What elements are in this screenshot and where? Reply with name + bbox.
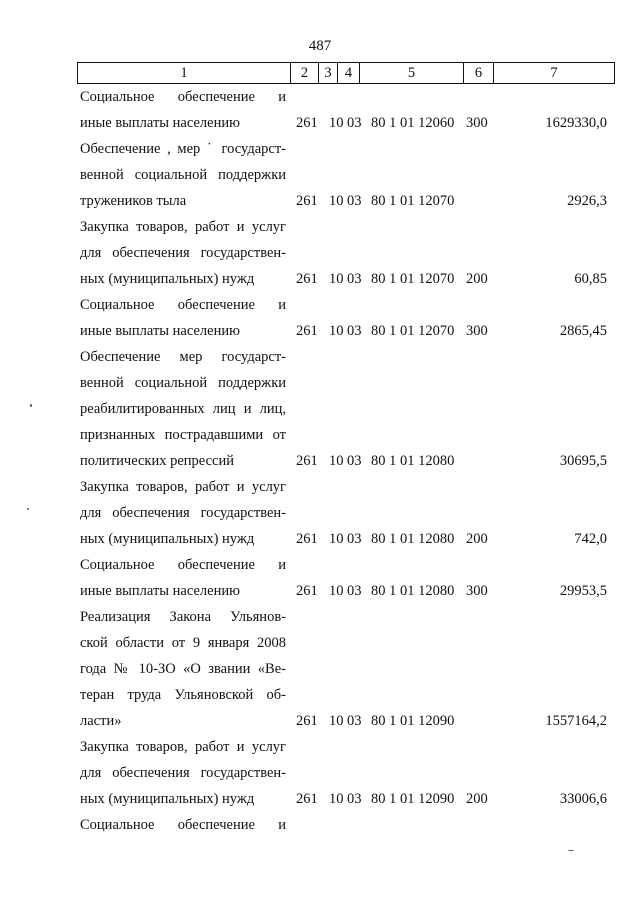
table-line	[0, 292, 640, 318]
line-col-4: 03	[347, 453, 362, 469]
line-description: Закупка товаров, работ и услуг	[80, 739, 286, 755]
line-col-2: 261	[296, 323, 318, 339]
line-col-2: 261	[296, 531, 318, 547]
table-line	[0, 656, 640, 682]
line-description: Закупка товаров, работ и услуг	[80, 219, 286, 235]
line-col-3: 10	[329, 453, 344, 469]
line-col-2: 261	[296, 791, 318, 807]
table-line	[0, 344, 640, 370]
line-col-4: 03	[347, 323, 362, 339]
line-col-7: 33006,6	[559, 791, 607, 807]
header-col-1: 1	[180, 65, 188, 81]
line-description: Обеспечение мер государст-	[80, 349, 286, 365]
header-col-3: 3	[318, 63, 337, 83]
line-col-5: 80 1 01 12090	[371, 791, 455, 807]
line-col-5: 80 1 01 12060	[371, 115, 455, 131]
table-header	[77, 62, 615, 84]
table-line	[0, 552, 640, 578]
line-description: признанных пострадавшими от	[80, 427, 286, 443]
line-col-3: 10	[329, 323, 344, 339]
line-description: Закупка товаров, работ и услуг	[80, 479, 286, 495]
line-col-5: 80 1 01 12080	[371, 453, 455, 469]
line-col-4: 03	[347, 115, 362, 131]
line-col-6: 200	[466, 791, 488, 807]
table-line	[0, 500, 640, 526]
line-col-7: 2926,3	[567, 193, 607, 209]
line-col-3: 10	[329, 115, 344, 131]
line-col-3: 10	[329, 791, 344, 807]
table-line	[0, 110, 640, 136]
line-col-4: 03	[347, 791, 362, 807]
line-col-7: 742,0	[574, 531, 607, 547]
line-description: тружеников тыла	[80, 193, 187, 209]
line-description: теран труда Ульяновской об-	[80, 687, 286, 703]
table-line	[0, 786, 640, 812]
line-col-2: 261	[296, 271, 318, 287]
table-line	[0, 708, 640, 734]
table-line	[0, 734, 640, 760]
line-description: иные выплаты населению	[80, 583, 240, 599]
header-col-4: 4	[337, 63, 359, 83]
table-line	[0, 630, 640, 656]
line-description: иные выплаты населению	[80, 323, 240, 339]
table-line	[0, 240, 640, 266]
table-line	[0, 266, 640, 292]
scan-speck	[27, 508, 29, 510]
line-col-6: 300	[466, 323, 488, 339]
line-description: года № 10-ЗО «О звании «Ве-	[80, 661, 286, 677]
header-col-6: 6	[463, 63, 493, 83]
line-description: Социальное обеспечение и	[80, 89, 286, 105]
line-col-5: 80 1 01 12070	[371, 323, 455, 339]
line-description: ласти»	[80, 713, 122, 729]
line-description: венной социальной поддержки	[80, 167, 286, 183]
header-col-2: 2	[290, 63, 318, 83]
line-col-5: 80 1 01 12080	[371, 531, 455, 547]
line-col-4: 03	[347, 583, 362, 599]
line-description: Социальное обеспечение и	[80, 557, 286, 573]
line-col-5: 80 1 01 12080	[371, 583, 455, 599]
header-col-5: 5	[359, 63, 463, 83]
line-description: ных (муниципальных) нужд	[80, 791, 255, 807]
line-description: для обеспечения государствен-	[80, 765, 286, 781]
line-description: для обеспечения государствен-	[80, 245, 286, 261]
line-description: Обеспечение , мер ˙ государст-	[80, 141, 286, 157]
line-col-7: 60,85	[574, 271, 607, 287]
line-col-3: 10	[329, 531, 344, 547]
line-col-2: 261	[296, 453, 318, 469]
line-description: политических репрессий	[80, 453, 234, 469]
line-col-7: 29953,5	[559, 583, 607, 599]
line-description: для обеспечения государствен-	[80, 505, 286, 521]
table-line	[0, 162, 640, 188]
table-line	[0, 136, 640, 162]
line-description: ской области от 9 января 2008	[80, 635, 286, 651]
line-col-3: 10	[329, 271, 344, 287]
table-line	[0, 214, 640, 240]
table-line	[0, 448, 640, 474]
line-col-6: 300	[466, 583, 488, 599]
table-line	[0, 682, 640, 708]
scan-speck	[568, 850, 574, 851]
line-col-4: 03	[347, 713, 362, 729]
table-line	[0, 396, 640, 422]
table-line	[0, 474, 640, 500]
line-col-7: 1629330,0	[545, 115, 607, 131]
line-description: реабилитированных лиц и лиц,	[80, 401, 286, 417]
line-description: Реализация Закона Ульянов-	[80, 609, 286, 625]
line-col-2: 261	[296, 713, 318, 729]
table-line	[0, 526, 640, 552]
line-description: венной социальной поддержки	[80, 375, 286, 391]
line-description: Социальное обеспечение и	[80, 297, 286, 313]
line-col-2: 261	[296, 583, 318, 599]
line-description: ных (муниципальных) нужд	[80, 271, 255, 287]
line-col-5: 80 1 01 12090	[371, 713, 455, 729]
table-line	[0, 422, 640, 448]
line-col-7: 2865,45	[559, 323, 607, 339]
table-line	[0, 812, 640, 838]
line-description: Социальное обеспечение и	[80, 817, 286, 833]
table-line	[0, 84, 640, 110]
line-col-3: 10	[329, 713, 344, 729]
budget-table-body	[0, 84, 640, 838]
line-col-5: 80 1 01 12070	[371, 193, 455, 209]
line-col-4: 03	[347, 271, 362, 287]
line-col-3: 10	[329, 583, 344, 599]
line-col-3: 10	[329, 193, 344, 209]
page-number: 487	[308, 38, 332, 54]
scan-speck	[30, 404, 32, 407]
line-col-7: 30695,5	[559, 453, 607, 469]
header-col-7: 7	[493, 63, 614, 83]
line-col-4: 03	[347, 193, 362, 209]
line-col-5: 80 1 01 12070	[371, 271, 455, 287]
table-line	[0, 604, 640, 630]
line-col-2: 261	[296, 115, 318, 131]
table-line	[0, 760, 640, 786]
table-line	[0, 578, 640, 604]
table-line	[0, 318, 640, 344]
line-col-4: 03	[347, 531, 362, 547]
line-description: иные выплаты населению	[80, 115, 240, 131]
line-col-6: 200	[466, 531, 488, 547]
line-col-6: 300	[466, 115, 488, 131]
line-description: ных (муниципальных) нужд	[80, 531, 255, 547]
line-col-2: 261	[296, 193, 318, 209]
line-col-6: 200	[466, 271, 488, 287]
table-line	[0, 370, 640, 396]
table-line	[0, 188, 640, 214]
line-col-7: 1557164,2	[545, 713, 607, 729]
